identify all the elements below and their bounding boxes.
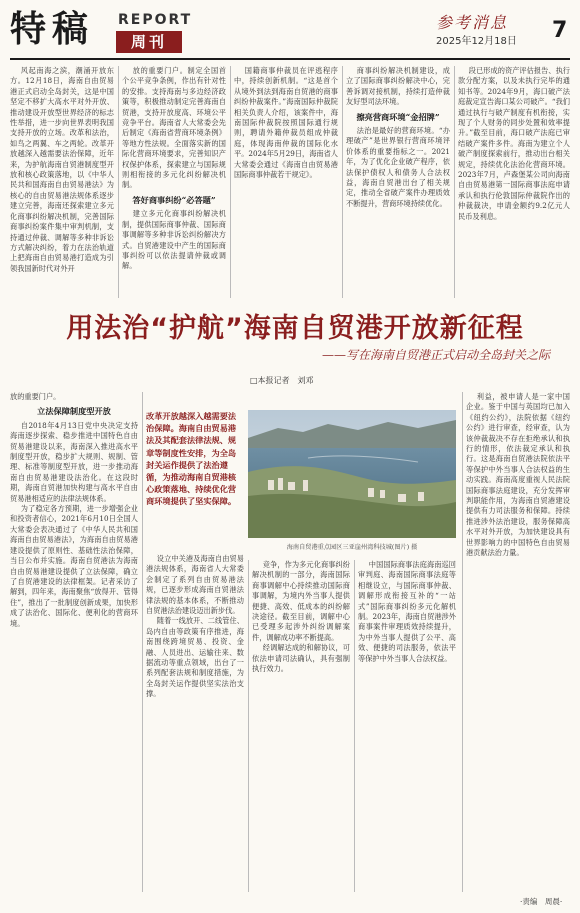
bottom-column-2	[146, 554, 244, 892]
pull-quote: 改革开放越深入越需要法治保障。海南自由贸易港法及其配套法律法规、规章等制度性安排，为全岛封关运作提供了法治遵循，为推动海南自贸港核心政策落地、持续优化营商环境提供了坚实保障。	[146, 411, 237, 507]
bottom-col2b-text: 随着一线放开、二线管住、岛内自由等政策有序推进，海南围绕跨境贸易、投资、金融、人员进出、运输往来、数据流动等重点领域，出台了一系列配套法规和制度措施，为全岛封关运作提供坚实法治支撑。	[146, 616, 244, 699]
bottom-col3b-text: 经调解达成的和解协议，可依法申请司法确认，具有强制执行效力。	[252, 643, 350, 674]
column-divider	[462, 392, 463, 892]
top-col2b-text: 建立多元化商事纠纷解决机制，提供国际商事仲裁、国际商事调解等多种非诉讼纠纷解决方式。自贸港建设中产生的国际商事纠纷可以依法提请仲裁或调解。	[122, 209, 226, 271]
bottom-subhead-1: 立法保障制度型开放	[37, 406, 111, 417]
news-photo	[248, 410, 456, 538]
byline: □本报记者 刘邓	[250, 376, 314, 385]
bottom-column-3	[252, 560, 350, 892]
bottom-column-5	[466, 392, 570, 892]
top-column-1	[10, 66, 114, 298]
top-column-2	[122, 66, 226, 298]
top-column-3	[234, 66, 338, 298]
bottom-col3-text: 竞争，作为多元化商事纠纷解决机制的一部分，海南国际商事调解中心持续推动国际商事调解，为境内外当事人提供便捷、高效、低成本的纠纷解决途径。截至目前，调解中心已受理多起涉外纠纷调解案件，调解成功率不断提高。	[252, 560, 350, 642]
page-number: 7	[552, 18, 568, 43]
editor-credit: ·责编 周晨·	[520, 897, 563, 906]
report-label-en: REPORT	[118, 12, 193, 28]
masthead-rule	[10, 58, 570, 60]
column-divider	[248, 560, 249, 892]
top-col5-text: 段已形成的资产评估报告、执行款分配方案，以及未执行完毕的通知书等。2024年9月，海口破产法庭裁定宣告海口某公司破产。“我们通过执行与破产制度有机衔接，实现了个人财务的同步处置和效率提升。”截至目前，海口破产法庭已审结破产案件多件。海南为建立个人破产制度探索前行，推动出台相关规定，持续优化法治化营商环境。2023年7月，卢森堡某公司向海南自由贸易港第一国际商事法庭申请承认和执行伦敦国际仲裁院作出的仲裁裁决，申请金额约9.2亿元人民币及利息。	[458, 66, 570, 221]
paper-name: 参考消息	[436, 13, 509, 32]
report-label-cn: 周刊	[116, 31, 182, 53]
bottom-col5-text: 利益，被申请人是一家中国企业。鉴于中国与英国均已加入《纽约公约》，法院依据《纽约公约》进行审查，经审查，认为该仲裁裁决不存在拒绝承认和执行的情形，依法裁定承认和执行。这是海南自贸港法院依法平等保护中外当事人合法权益的生动实践。海南高度重视人民法院国际商事法庭建设，充分发挥审判职能作用，为海南自贸港建设提供有力司法服务和保障。持续推进涉外法治建设，服务保障高水平对外开放，为加快建设具有世界影响力的中国特色自由贸易港贡献法治力量。	[466, 392, 570, 558]
top-col4-text: 商事纠纷解决机制建设，成立了国际商事纠纷解决中心，完善诉调对接机制，持续打造仲裁友好型司法环境。	[346, 66, 450, 107]
bottom-column-1	[10, 392, 138, 892]
headline: 用法治“护航”海南自贸港开放新征程	[66, 313, 524, 344]
headline-subtitle: ——写在海南自贸港正式启动全岛封关之际	[321, 348, 550, 362]
top-column-4	[346, 66, 450, 298]
bottom-col2-text: 设立中关港及海南自由贸易港法规体系，海南省人大常委会制定了系列自由贸易港法规，已逐步形成海南自贸港法律法规的基本体系，不断推动自贸港法治建设迈出新步伐。	[146, 554, 244, 616]
bottom-col1-intro: 放的重要门户。	[10, 392, 61, 401]
photo-caption: 海南自贸港重点园区三亚崖州湾科技城(图片) 摄	[286, 544, 418, 551]
top-subhead-2: 答好商事纠纷“必答题”	[132, 194, 216, 205]
bottom-col1-text: 自2018年4月13日党中央决定支持海南逐步探索、稳步推进中国特色自由贸易港建设以来，海南深入推进高水平制度型开放，稳步扩大规则、规制、管理、标准等制度型开放，进一步推动海南自由贸易港建设法治化。在这段时期，海南自贸港加快构建与高水平自由贸易港相适应的法律法规体系。	[10, 420, 138, 503]
top-column-5	[458, 66, 570, 298]
column-divider	[118, 66, 119, 298]
top-subhead-4: 擦亮营商环境“金招牌”	[356, 111, 440, 122]
column-divider	[230, 66, 231, 298]
top-col1-text: 风起南海之滨，潮涌开放东方。12月18日，海南自由贸易港正式启动全岛封关，这是中国坚定不移扩大高水平对外开放、推动建设开放型世界经济的标志性举措，进一步向世界表明我国支持开放的立场。改革和法治，如鸟之两翼、车之两轮。改革开放越深入越需要法治保障，近年来，为护航海南自贸港制度型开放和核心政策落地，以《中华人民共和国海南自由贸易港法》为核心的自由贸易港法规体系逐步建立完善，海南还探索建立多元化商事纠纷解决机制，完善国际商事纠纷案件集中审判机制，支持通过仲裁、调解等多种非诉讼方式解决纠纷，着力在法治轨道上把海南自由贸易港打造成为引领我国新时代对外开	[10, 66, 114, 273]
column-divider	[342, 66, 343, 298]
issue-date: 2025年12月18日	[436, 36, 517, 47]
section-title: 特稿	[10, 9, 95, 50]
top-col4b-text: 法治是最好的营商环境。“办理破产”是世界银行营商环境评价体系的重要指标之一。2021年，为了优化企业破产程序，依法保护债权人和债务人合法权益，海南自贸港出台了相关规定，推动全省破产案件办理质效不断提升，营商环境持续优化。	[346, 126, 450, 208]
top-col2-text: 放的重要门户。制定全国首个公平竞争条例，作出有针对性的安排。支持海南与多边经济政策等，积极推动制定完善海南自贸港，支持开放度高、环境公平竞争平台。海南省人大常委会先后制定《海南省营商环境条例》等地方性法规。全面落实新的国际化营商环境要求，完善知识产权保护体系，探索建立与国际规则相衔接的多元化纠纷解决机制。	[122, 66, 226, 190]
column-divider	[142, 392, 143, 892]
top-col3-text: 国籍商事仲裁员在评逃程序中，持续创新机制。“这是首个从境外到法到海南自贸港的商事纠纷仲裁案件。”海南国际仲裁院相关负责人介绍，该案件中，海南国际仲裁院按照国际通行规则，聘请外籍仲裁员组成仲裁庭，体现海南仲裁的国际化水平。2024年5月29日，海南省人大常委会通过《海南自由贸易港国际商事仲裁若干规定》。	[234, 66, 338, 180]
column-divider	[354, 560, 355, 892]
bottom-col1b-text: 为了稳定各方预期，进一步增强企业和投资者信心，2021年6月10日全国人大常委会表决通过了《中华人民共和国海南自由贸易港法》，为海南自由贸易港建设提供了原则性、基础性法治保障，当日公布并实施。海南自贸港法为海南自由贸易港建设提供了立法保障，确立了自贸港建设的法律框架。记者采访了解到，四年来，海南聚焦“放得开、管得住”，推出了一批制度创新成果，加快形成了法治化、国际化、便利化的营商环境。	[10, 504, 138, 628]
coastline-aerial-photo	[248, 410, 456, 538]
bottom-column-4	[358, 560, 456, 892]
column-divider	[454, 66, 455, 298]
bottom-col4-text: 中国国际商事法庭海南巡回审判庭、海南国际商事法庭等相继设立，与国际商事仲裁、调解形成衔接互补的“一站式”国际商事纠纷多元化解机制。2023年，海南自贸港涉外商事案件审理质效持续提升，为中外当事人提供了公平、高效、便捷的司法服务，依法平等保护中外当事人合法权益。	[358, 560, 456, 663]
